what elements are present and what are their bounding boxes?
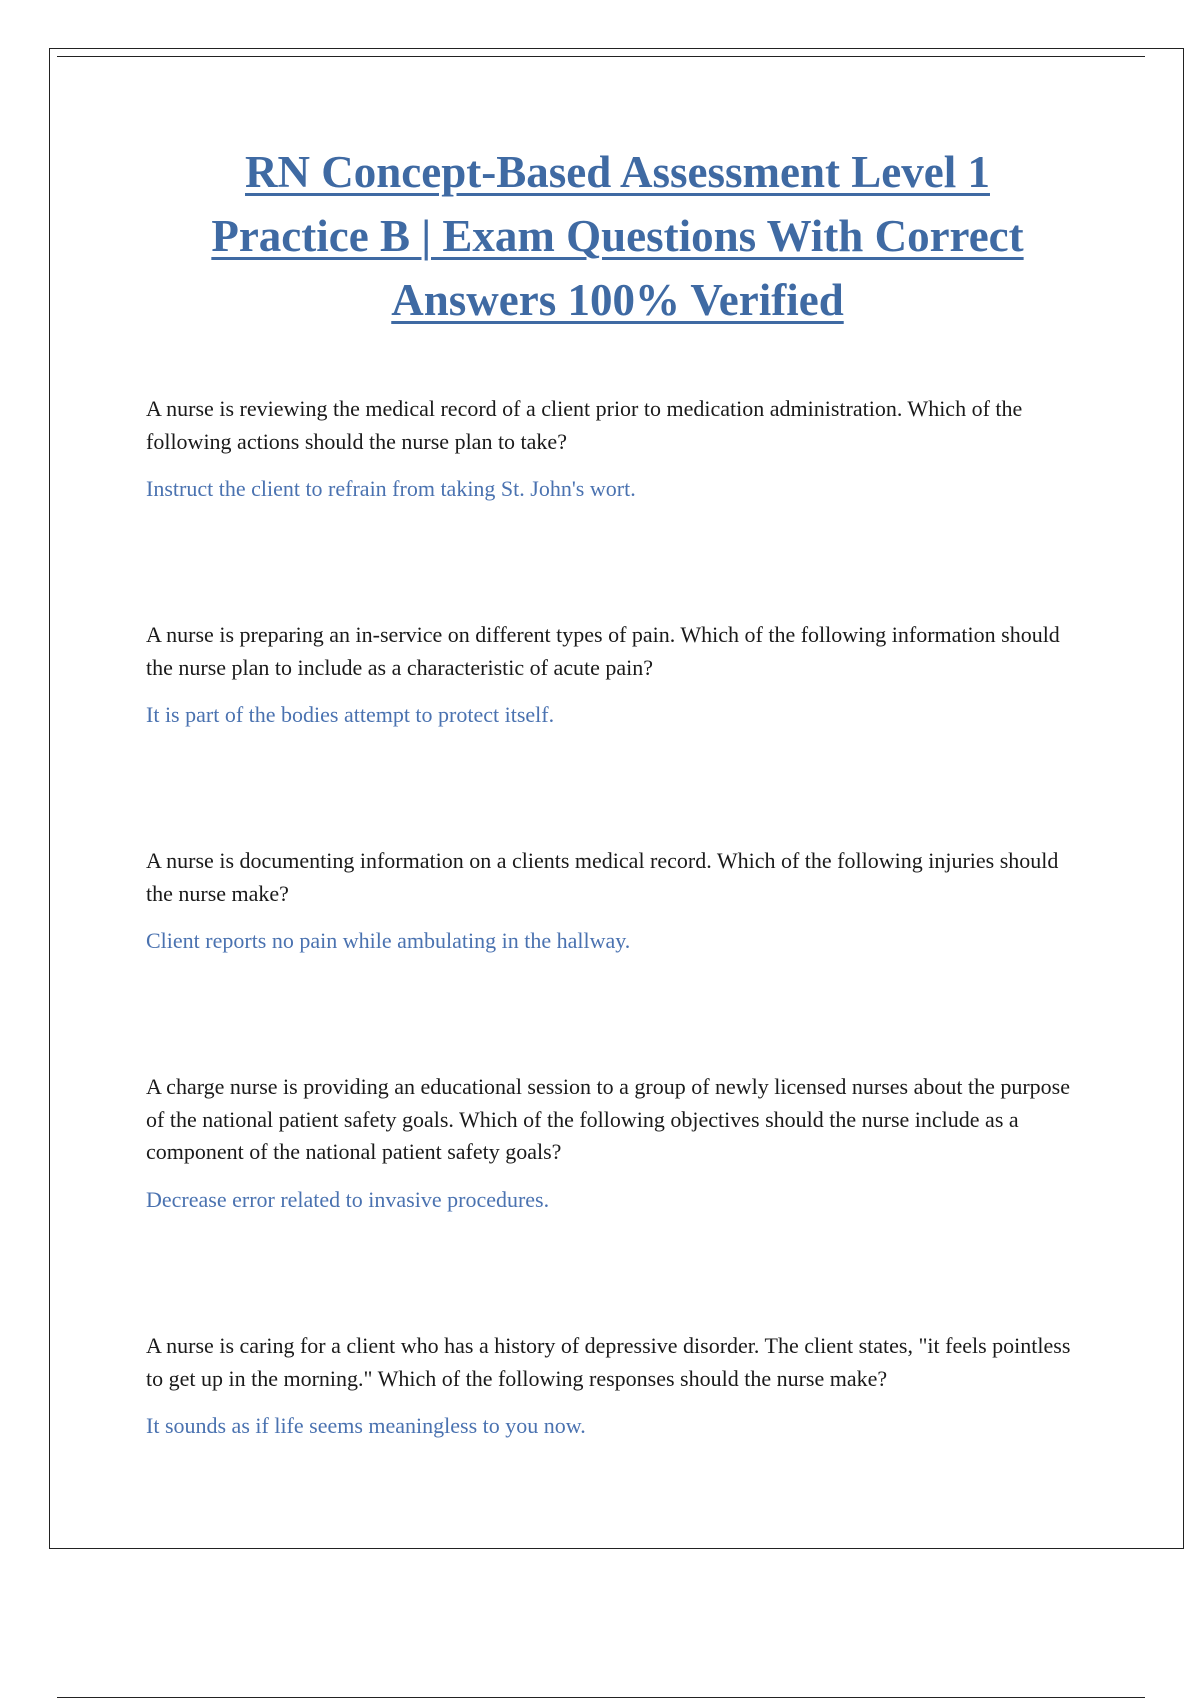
document-title (120, 140, 1115, 332)
qa-item-1 (146, 393, 1086, 505)
answer-text: It is part of the bodies attempt to protect itself. (146, 702, 555, 727)
answer-text: Client reports no pain while ambulating in the hallway. (146, 928, 631, 953)
answer-text: Instruct the client to refrain from taking St. John's wort. (146, 476, 636, 501)
top-rule (57, 56, 1145, 57)
question-text: A nurse is preparing an in-service on different types of pain. Which of the following information should the nurse plan to include as a characteristic of acute pain? (146, 622, 1060, 680)
answer-text: Decrease error related to invasive procedures. (146, 1186, 550, 1212)
question-text: A nurse is reviewing the medical record of a client prior to medication administration. Which of the following actions should the nurse plan to take? (146, 396, 1023, 454)
bottom-rule (57, 1697, 1145, 1698)
title-line-2: Practice B | Exam Questions With Correct (211, 211, 1024, 261)
title-line-3: Answers 100% Verified (391, 275, 844, 325)
question-text: A nurse is caring for a client who has a history of depressive disorder. The client states, "it feels pointless to get up in the morning." Which of the following responses should the nurse make? (146, 1333, 1071, 1391)
question-text: A nurse is documenting information on a clients medical record. Which of the following injuries should the nurse make? (146, 848, 1059, 906)
qa-item-2 (146, 619, 1086, 731)
qa-item-5 (146, 1330, 1086, 1442)
answer-text: It sounds as if life seems meaningless to you now. (146, 1413, 586, 1438)
title-line-1: RN Concept-Based Assessment Level 1 (245, 147, 990, 197)
qa-item-3 (146, 845, 1086, 957)
qa-item-4 (146, 1071, 1086, 1216)
question-text: A charge nurse is providing an educational session to a group of newly licensed nurses about the purpose of the national patient safety goals. Which of the following objectives should the nurse include as a component of the national patient safety goals? (146, 1074, 1070, 1164)
